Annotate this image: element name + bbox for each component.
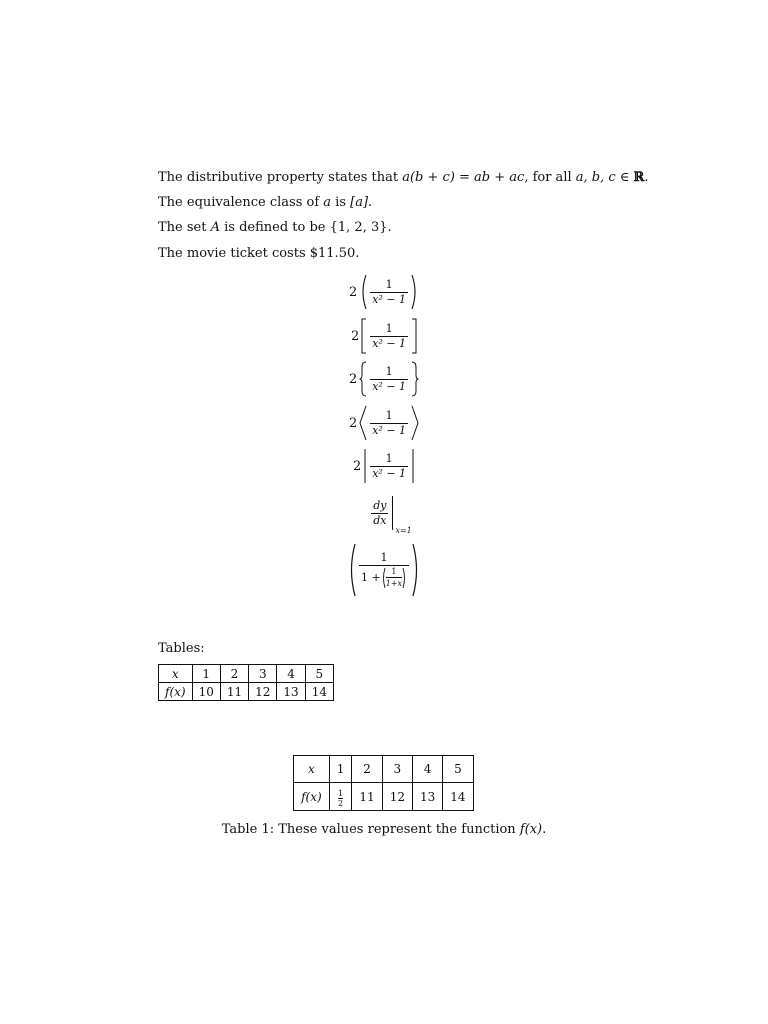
math-inline: {1, 2, 3}: [329, 220, 388, 235]
table-cell: 12: [382, 783, 412, 811]
half-denominator: 2: [338, 799, 344, 808]
inner-numerator: 1: [391, 567, 397, 576]
coefficient: 2: [348, 284, 358, 300]
table-cell: 13: [277, 683, 305, 701]
table-cell: 3: [382, 756, 412, 783]
coefficient: 2: [350, 328, 360, 344]
coefficient: 2: [352, 458, 362, 474]
text: ∈: [615, 170, 634, 185]
right-angle: [411, 405, 419, 441]
numerator: 1: [385, 364, 393, 378]
inner-fraction: [386, 567, 402, 588]
text: is defined to be: [219, 220, 330, 235]
right-bracket: [411, 318, 417, 354]
caption-end: .: [542, 822, 547, 837]
equation-parentheses: [0, 274, 768, 310]
right-paren-large: [412, 543, 421, 597]
table-row: [294, 783, 474, 811]
table-cell: f(x): [294, 783, 330, 811]
derivative-denominator: dx: [373, 513, 387, 527]
table-cell: x: [159, 665, 193, 683]
math-inline: A: [210, 220, 220, 235]
text: .: [387, 220, 392, 235]
left-paren: [359, 274, 367, 310]
denominator: x² − 1: [372, 466, 407, 480]
fraction: [367, 453, 411, 480]
denominator: x² − 1: [372, 292, 407, 306]
denominator: x² − 1: [372, 379, 407, 393]
fraction: [367, 279, 411, 306]
derivative-numerator: dy: [373, 498, 387, 512]
caption-text: Table 1: These values represent the function: [221, 822, 520, 837]
table-cell: 1: [192, 665, 220, 683]
table-cell: 12: [249, 683, 277, 701]
tables-label: Tables:: [158, 641, 205, 656]
derivative-fraction: [368, 500, 391, 527]
math-inline: [a]: [350, 195, 369, 210]
table-cell: 14: [305, 683, 333, 701]
denominator: x² − 1: [372, 423, 407, 437]
numerator: 1: [385, 408, 393, 422]
right-bar: [411, 448, 415, 484]
numerator: 1: [385, 321, 393, 335]
math-inline: a, b, c: [575, 170, 616, 185]
table-row: [159, 683, 334, 701]
table-cell: 4: [277, 665, 305, 683]
table-cell: f(x): [159, 683, 193, 701]
text: , for all: [524, 170, 576, 185]
math-inline: a(b + c) = ab + ac: [402, 170, 525, 185]
text: .: [368, 195, 373, 210]
movie-ticket-sentence: The movie ticket costs $11.50.: [158, 246, 360, 261]
table-cell: 13: [412, 783, 442, 811]
fraction: [367, 410, 411, 437]
table-cell: 2: [352, 756, 382, 783]
caption-math: f(x): [519, 822, 543, 837]
fraction: [367, 323, 411, 350]
text: .: [644, 170, 649, 185]
table-row: [159, 665, 334, 683]
equivalence-class-sentence: [158, 195, 372, 211]
table-cell: x: [294, 756, 330, 783]
table-cell: 5: [443, 756, 473, 783]
table-cell: 1: [329, 756, 352, 783]
fraction-bar: [386, 577, 402, 578]
values-table-small: [158, 664, 334, 701]
table-cell: 5: [305, 665, 333, 683]
set-definition-sentence: [158, 220, 392, 236]
half-numerator: 1: [338, 789, 344, 798]
table-cell: 10: [192, 683, 220, 701]
outer-denominator: [359, 567, 409, 589]
denominator-prefix: 1 +: [360, 570, 381, 584]
math-inline: ℝ: [633, 170, 645, 185]
equation-absolute-value: [0, 448, 768, 484]
left-brace: [359, 361, 367, 397]
table-cell: 11: [220, 683, 248, 701]
equation-nested-fraction: [0, 543, 768, 597]
denominator: x² − 1: [372, 336, 407, 350]
evaluation-bar: [391, 495, 412, 535]
coefficient: 2: [348, 415, 358, 431]
half-fraction: [338, 789, 343, 808]
table-cell: 4: [412, 756, 442, 783]
table-caption: [0, 822, 768, 837]
table-cell: 11: [352, 783, 382, 811]
values-table-captioned: [293, 755, 474, 811]
table-cell: [329, 783, 352, 811]
text: The distributive property states that: [158, 170, 403, 185]
table-row: [294, 756, 474, 783]
fraction-bar: [359, 565, 409, 566]
equation-braces: [0, 361, 768, 397]
fraction: [367, 366, 411, 393]
left-paren-large: [347, 543, 356, 597]
math-inline: a: [323, 195, 332, 210]
table-cell: 14: [443, 783, 473, 811]
outer-fraction: [356, 552, 412, 589]
right-brace: [411, 361, 419, 397]
numerator: 1: [385, 277, 393, 291]
right-paren: [411, 274, 419, 310]
text: is: [331, 195, 351, 210]
equation-angle-brackets: [0, 405, 768, 441]
inner-denominator: 1+x: [385, 579, 403, 588]
table-cell: 2: [220, 665, 248, 683]
evaluation-subscript: x=1: [395, 526, 412, 535]
text: The set: [158, 220, 211, 235]
inner-right-paren: [402, 567, 407, 589]
coefficient: 2: [348, 371, 358, 387]
table-cell: 3: [249, 665, 277, 683]
distributive-property-sentence: [158, 170, 649, 186]
left-angle: [359, 405, 367, 441]
equation-brackets: [0, 318, 768, 354]
numerator: 1: [385, 451, 393, 465]
outer-numerator: 1: [380, 550, 388, 564]
equation-derivative-evaluated: [0, 495, 768, 535]
text: The equivalence class of: [158, 195, 324, 210]
